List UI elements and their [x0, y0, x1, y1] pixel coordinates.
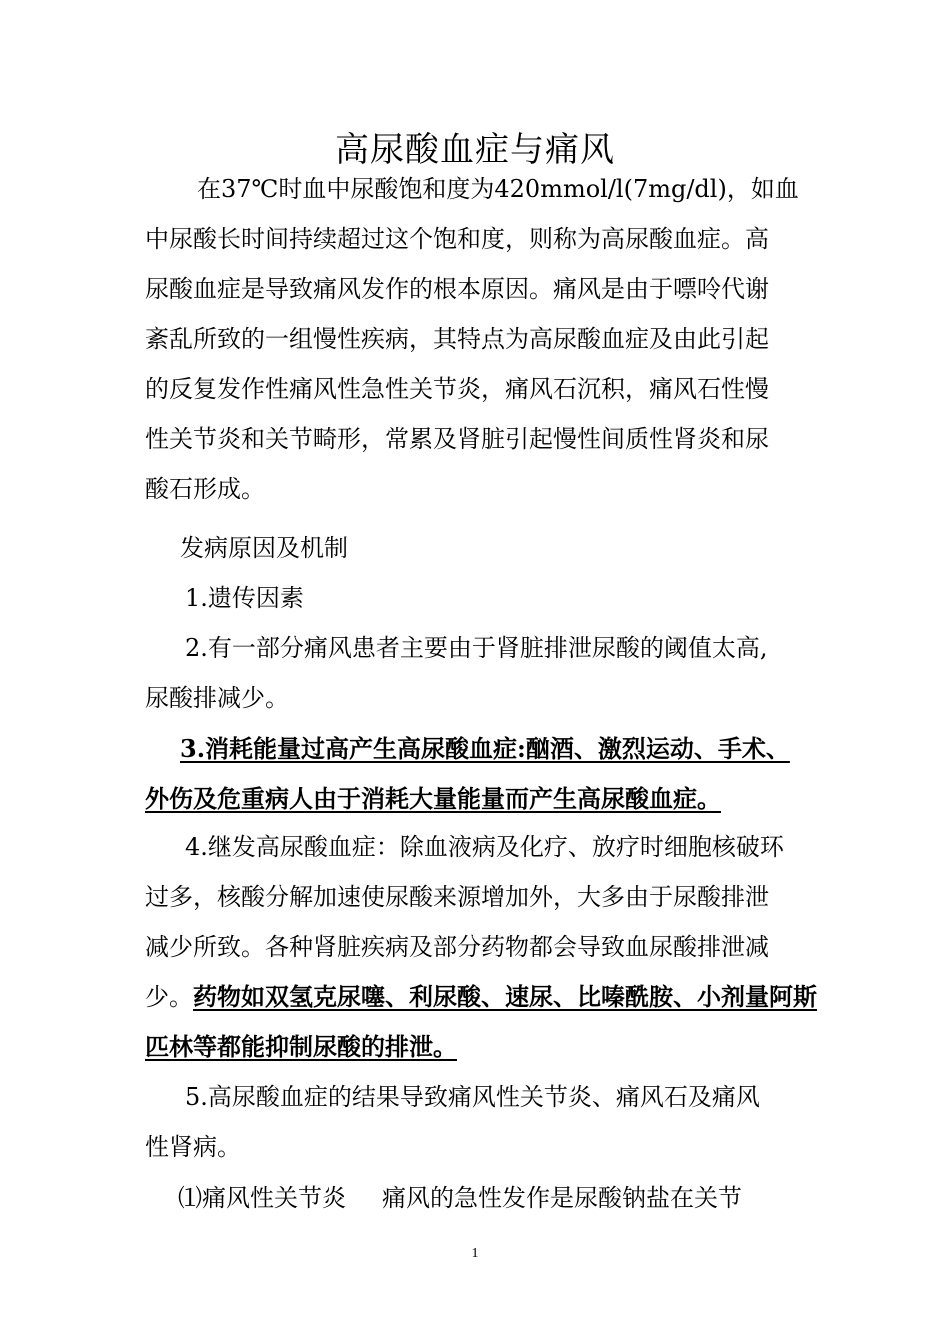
- item-4-line-4-plain: 少。: [145, 983, 193, 1011]
- sub-item-1-text: 痛风的急性发作是尿酸钠盐在关节: [382, 1184, 742, 1212]
- intro-line-7: 酸石形成。: [145, 475, 265, 503]
- item-4-line-2: 过多，核酸分解加速使尿酸来源增加外，大多由于尿酸排泄: [145, 883, 769, 911]
- item-4-line-3: 减少所致。各种肾脏疾病及部分药物都会导致血尿酸排泄减: [145, 933, 769, 961]
- intro-line-6: 性关节炎和关节畸形，常累及肾脏引起慢性间质性肾炎和尿: [145, 425, 769, 453]
- item-4-line-1: 4.继发高尿酸血症：除血液病及化疗、放疗时细胞核破环: [185, 833, 784, 861]
- intro-line-4: 紊乱所致的一组慢性疾病，其特点为高尿酸血症及由此引起: [145, 325, 769, 353]
- item-1: 1.遗传因素: [185, 584, 304, 612]
- sub-item-1: [178, 1173, 848, 1223]
- sub-item-1-label: ⑴痛风性关节炎: [178, 1184, 346, 1212]
- section-heading: 发病原因及机制: [180, 534, 348, 562]
- item-3-line-1: 3.消耗能量过高产生高尿酸血症:酗酒、激烈运动、手术、: [180, 734, 790, 763]
- intro-line-1: 在37℃时血中尿酸饱和度为420mmol/l(7mg/dl)，如血: [197, 175, 799, 203]
- item-2-line-1: 2.有一部分痛风患者主要由于肾脏排泄尿酸的阈值太高,: [185, 634, 768, 662]
- item-4-line-4-bold: 药物如双氢克尿噻、利尿酸、速尿、比嗪酰胺、小剂量阿斯: [193, 982, 817, 1011]
- item-3-line-2: 外伤及危重病人由于消耗大量能量而产生高尿酸血症。: [145, 784, 721, 813]
- item-2-line-2: 尿酸排减少。: [145, 684, 289, 712]
- item-4-line-5: 匹林等都能抑制尿酸的排泄。: [145, 1032, 457, 1061]
- page-number: 1: [471, 1246, 479, 1261]
- item-4-line-4: [145, 972, 815, 1022]
- intro-line-2: 中尿酸长时间持续超过这个饱和度，则称为高尿酸血症。高: [145, 225, 769, 253]
- intro-line-3: 尿酸血症是导致痛风发作的根本原因。痛风是由于嘌呤代谢: [145, 275, 769, 303]
- intro-line-5: 的反复发作性痛风性急性关节炎，痛风石沉积，痛风石性慢: [145, 375, 769, 403]
- item-5-line-1: 5.高尿酸血症的结果导致痛风性关节炎、痛风石及痛风: [185, 1083, 760, 1111]
- document-title: 高尿酸血症与痛风: [335, 130, 615, 170]
- item-5-line-2: 性肾病。: [145, 1133, 241, 1161]
